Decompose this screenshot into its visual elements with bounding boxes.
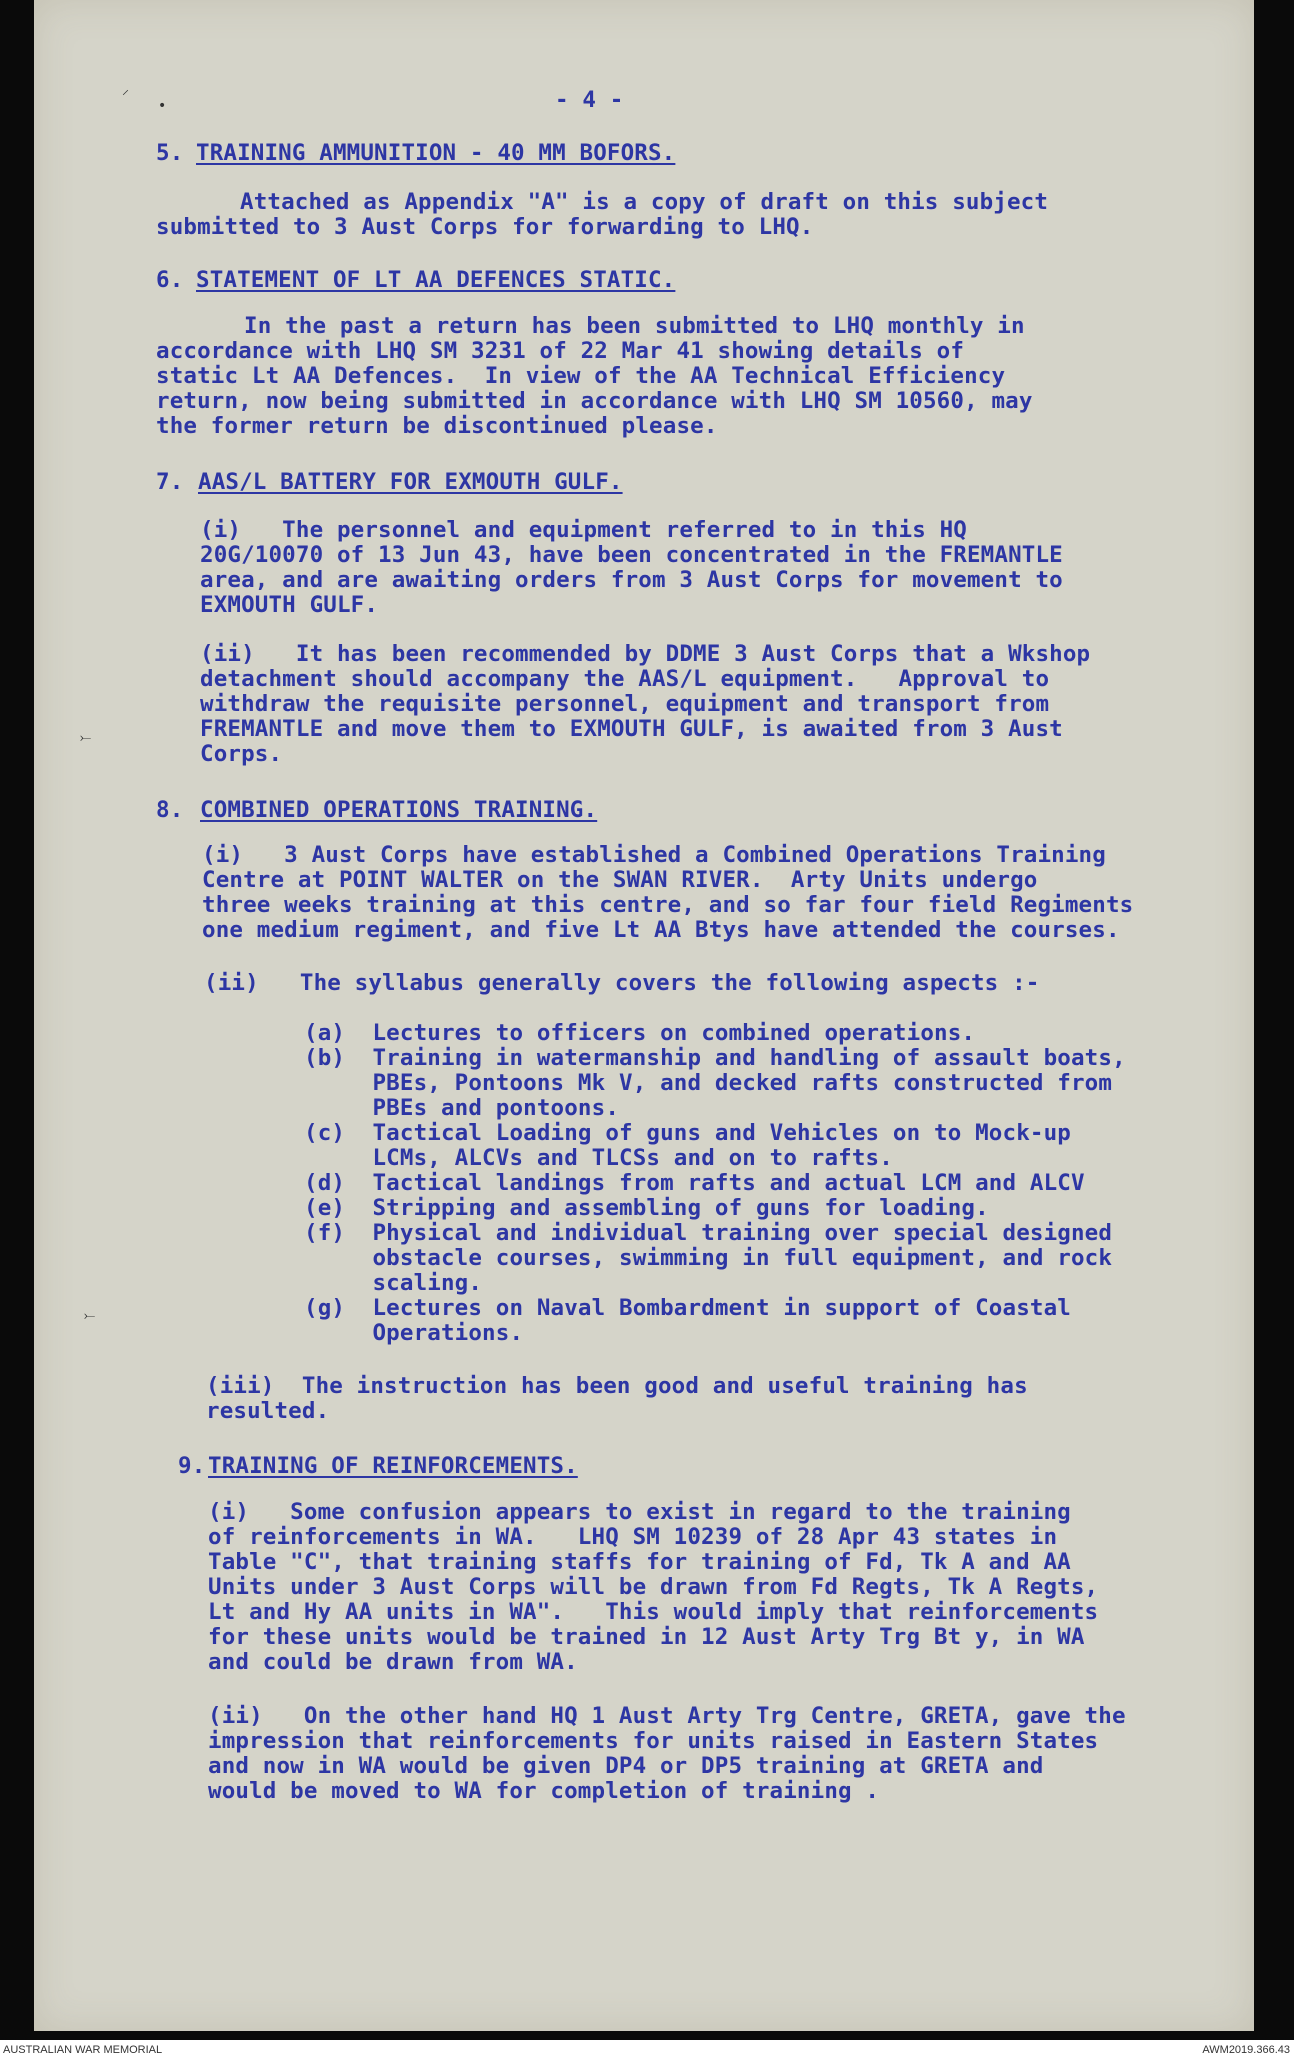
paragraph-line: (i) 3 Aust Corps have established a Combined Operations Training [202, 842, 1106, 868]
section-heading: AAS/L BATTERY FOR EXMOUTH GULF. [198, 469, 623, 495]
staple-mark: ⤚ [84, 1308, 96, 1324]
paragraph-line: resulted. [206, 1398, 330, 1424]
paragraph-line: Units under 3 Aust Corps will be drawn from Fd Regts, Tk A Regts, [208, 1574, 1099, 1600]
paragraph-line: three weeks training at this centre, and so far four field Regiments [202, 892, 1134, 918]
paragraph-line: (i) Some confusion appears to exist in regard to the training [208, 1499, 1071, 1525]
paragraph-line: submitted to 3 Aust Corps for forwarding to LHQ. [156, 214, 814, 240]
paragraph-line: one medium regiment, and five Lt AA Btys have attended the courses. [202, 917, 1120, 943]
syllabus-item: (a) Lectures to officers on combined operations. [304, 1020, 976, 1046]
footer-source-label: AUSTRALIAN WAR MEMORIAL [3, 2044, 163, 2056]
section-heading: STATEMENT OF LT AA DEFENCES STATIC. [196, 267, 676, 293]
syllabus-item: obstacle courses, swimming in full equipment, and rock [304, 1245, 1113, 1271]
paragraph-line: Table "C", that training staffs for training of Fd, Tk A and AA [208, 1549, 1071, 1575]
syllabus-item: PBEs, Pontoons Mk V, and decked rafts constructed from [304, 1070, 1113, 1096]
paragraph-line: withdraw the requisite personnel, equipment and transport from [200, 691, 1050, 717]
syllabus-item: (f) Physical and individual training over special designed [304, 1220, 1113, 1246]
paragraph-line: area, and are awaiting orders from 3 Aust Corps for movement to [200, 567, 1063, 593]
paragraph-line: Lt and Hy AA units in WA". This would imply that reinforcements [208, 1599, 1099, 1625]
paragraph-line: impression that reinforcements for units raised in Eastern States [208, 1728, 1099, 1754]
section-number: 5. [156, 140, 184, 166]
page-number: - 4 - [555, 87, 624, 113]
syllabus-item: scaling. [304, 1270, 483, 1296]
paragraph-line: EXMOUTH GULF. [200, 592, 379, 618]
paragraph-line: (iii) The instruction has been good and useful training has [206, 1373, 1028, 1399]
paragraph-line: static Lt AA Defences. In view of the AA Technical Efficiency [156, 363, 1006, 389]
paragraph-line: and could be drawn from WA. [208, 1649, 578, 1675]
section-number: 6. [156, 267, 184, 293]
paragraph-line: (ii) It has been recommended by DDME 3 Aust Corps that a Wkshop [200, 641, 1091, 667]
punch-mark: • [158, 98, 167, 114]
paragraph-line: FREMANTLE and move them to EXMOUTH GULF, is awaited from 3 Aust [200, 716, 1063, 742]
paragraph-line: return, now being submitted in accordance with LHQ SM 10560, may [156, 388, 1033, 414]
syllabus-item: (g) Lectures on Naval Bombardment in support of Coastal [304, 1295, 1071, 1321]
section-heading: TRAINING AMMUNITION - 40 MM BOFORS. [196, 140, 676, 166]
paragraph-line: (ii) The syllabus generally covers the following aspects :- [204, 970, 1040, 996]
paragraph-line: (ii) On the other hand HQ 1 Aust Arty Trg Centre, GRETA, gave the [208, 1703, 1126, 1729]
section-number: 9. [178, 1453, 206, 1479]
section-number: 7. [156, 469, 184, 495]
syllabus-item: (c) Tactical Loading of guns and Vehicles on to Mock-up [304, 1120, 1071, 1146]
paragraph-line: Centre at POINT WALTER on the SWAN RIVER. Arty Units undergo [202, 867, 1038, 893]
paragraph-line: and now in WA would be given DP4 or DP5 training at GRETA and [208, 1753, 1044, 1779]
paragraph-line: detachment should accompany the AAS/L equipment. Approval to [200, 666, 1050, 692]
paragraph-line: Attached as Appendix "A" is a copy of draft on this subject [240, 189, 1049, 215]
staple-mark: ⤚ [80, 730, 92, 746]
footer-accession-number: AWM2019.366.43 [1202, 2044, 1290, 2056]
syllabus-item: (b) Training in watermanship and handling of assault boats, [304, 1045, 1126, 1071]
paragraph-line: Corps. [200, 741, 283, 767]
syllabus-item: Operations. [304, 1320, 524, 1346]
section-number: 8. [156, 797, 184, 823]
paragraph-line: accordance with LHQ SM 3231 of 22 Mar 41 showing details of [156, 338, 965, 364]
section-heading: COMBINED OPERATIONS TRAINING. [200, 797, 598, 823]
syllabus-item: (d) Tactical landings from rafts and actual LCM and ALCV [304, 1170, 1085, 1196]
syllabus-item: LCMs, ALCVs and TLCSs and on to rafts. [304, 1145, 893, 1171]
paragraph-line: 20G/10070 of 13 Jun 43, have been concentrated in the FREMANTLE [200, 542, 1063, 568]
paragraph-line: for these units would be trained in 12 Aust Arty Trg Bt y, in WA [208, 1624, 1085, 1650]
section-heading: TRAINING OF REINFORCEMENTS. [208, 1453, 578, 1479]
paragraph-line: the former return be discontinued please. [156, 413, 718, 439]
syllabus-item: PBEs and pontoons. [304, 1095, 620, 1121]
paragraph-line: In the past a return has been submitted to LHQ monthly in [244, 313, 1025, 339]
paragraph-line: of reinforcements in WA. LHQ SM 10239 of 28 Apr 43 states in [208, 1524, 1058, 1550]
paragraph-line: (i) The personnel and equipment referred to in this HQ [200, 517, 967, 543]
paragraph-line: would be moved to WA for completion of training . [208, 1778, 880, 1804]
syllabus-item: (e) Stripping and assembling of guns for loading. [304, 1195, 989, 1221]
punch-mark: ⸝ [122, 82, 129, 98]
